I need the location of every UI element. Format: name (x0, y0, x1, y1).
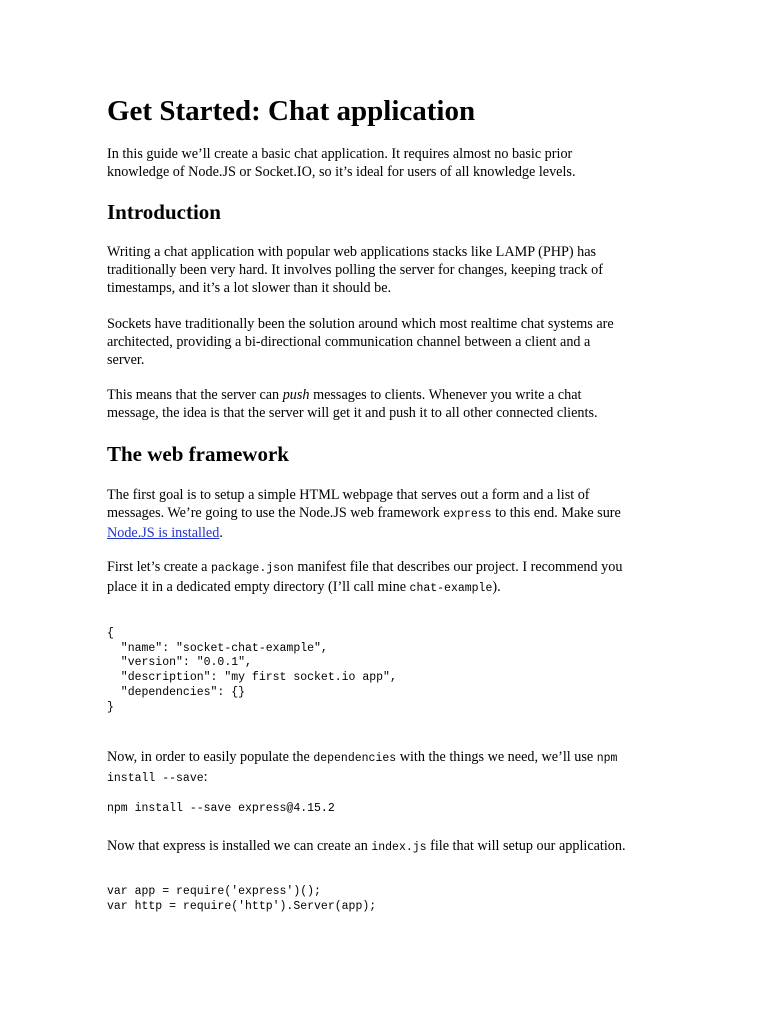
text-run: manifest file that describes our project. I recommend you (293, 559, 623, 575)
intro-line: In this guide we’ll create a basic chat application. It requires almost no basic prior (107, 146, 573, 162)
intro-paragraph (107, 145, 667, 181)
nodejs-installed-link[interactable]: Node.JS is installed (107, 525, 220, 541)
paragraph-line: architected, providing a bi-directional communication channel between a client and a (107, 334, 591, 350)
inline-code: package.json (211, 562, 294, 575)
text-run: : (203, 769, 208, 785)
inline-code: dependencies (313, 752, 397, 765)
text-run: to this end. Make sure (491, 505, 621, 521)
text-run: First let’s create a (107, 559, 212, 575)
inline-code: index.js (371, 841, 427, 854)
text-run: Now that express is installed we can create an (107, 838, 372, 854)
paragraph-line (107, 558, 667, 578)
text-run: Now, in order to easily populate the (107, 749, 314, 765)
web-framework-paragraph-4 (107, 837, 667, 857)
emphasis-text: push (282, 387, 310, 403)
text-run: file that will setup our application. (426, 838, 626, 854)
paragraph-line: traditionally been very hard. It involves polling the server for changes, keeping track of (107, 262, 604, 278)
introduction-paragraph-3 (107, 386, 667, 422)
paragraph-line (107, 504, 667, 524)
paragraph-line: timestamps, and it’s a lot slower than it should be. (107, 280, 392, 296)
paragraph-line: The first goal is to setup a simple HTML webpage that serves out a form and a list of (107, 487, 590, 503)
paragraph-line: message, the idea is that the server will get it and push it to all other connected clients. (107, 405, 598, 421)
page-title: Get Started: Chat application (107, 95, 476, 127)
introduction-paragraph-2 (107, 315, 667, 369)
paragraph-line: Writing a chat application with popular web applications stacks like LAMP (PHP) has (107, 244, 597, 260)
inline-code: npm (596, 752, 618, 765)
introduction-paragraph-1 (107, 243, 667, 297)
web-framework-heading: The web framework (107, 442, 289, 466)
text-run: with the things we need, we’ll use (396, 749, 597, 765)
text-run: ). (492, 579, 501, 595)
paragraph-line: Sockets have traditionally been the solution around which most realtime chat systems are (107, 316, 614, 332)
text-run: place it in a dedicated empty directory (I’ll call mine (107, 579, 410, 595)
paragraph-line (107, 748, 667, 768)
inline-code: express (443, 508, 492, 521)
text-run: messages to clients. Whenever you write a chat (309, 387, 582, 403)
paragraph-line (107, 386, 667, 404)
index-js-code-block: var app = require('express')(); var http = require('http').Server(app); (107, 885, 377, 913)
intro-line: knowledge of Node.JS or Socket.IO, so it’s ideal for users of all knowledge levels. (107, 164, 576, 180)
inline-code: install --save (107, 772, 204, 785)
paragraph-line (107, 578, 667, 598)
npm-install-code-block: npm install --save express@4.15.2 (107, 802, 335, 815)
text-run: This means that the server can (107, 387, 283, 403)
inline-code: chat-example (409, 582, 493, 595)
introduction-heading: Introduction (107, 200, 221, 224)
paragraph-line (107, 837, 667, 857)
web-framework-paragraph-2 (107, 558, 667, 598)
package-json-code-block: { "name": "socket-chat-example", "version": "0.0.1", "description": "my first socket.io app", "dependencies": {} } (107, 627, 397, 714)
text-run: . (219, 525, 223, 541)
web-framework-paragraph-3 (107, 748, 667, 788)
paragraph-line (107, 768, 667, 788)
paragraph-line (107, 524, 667, 542)
text-run: messages. We’re going to use the Node.JS web framework (107, 505, 444, 521)
web-framework-paragraph-1 (107, 486, 667, 542)
paragraph-line: server. (107, 352, 145, 368)
